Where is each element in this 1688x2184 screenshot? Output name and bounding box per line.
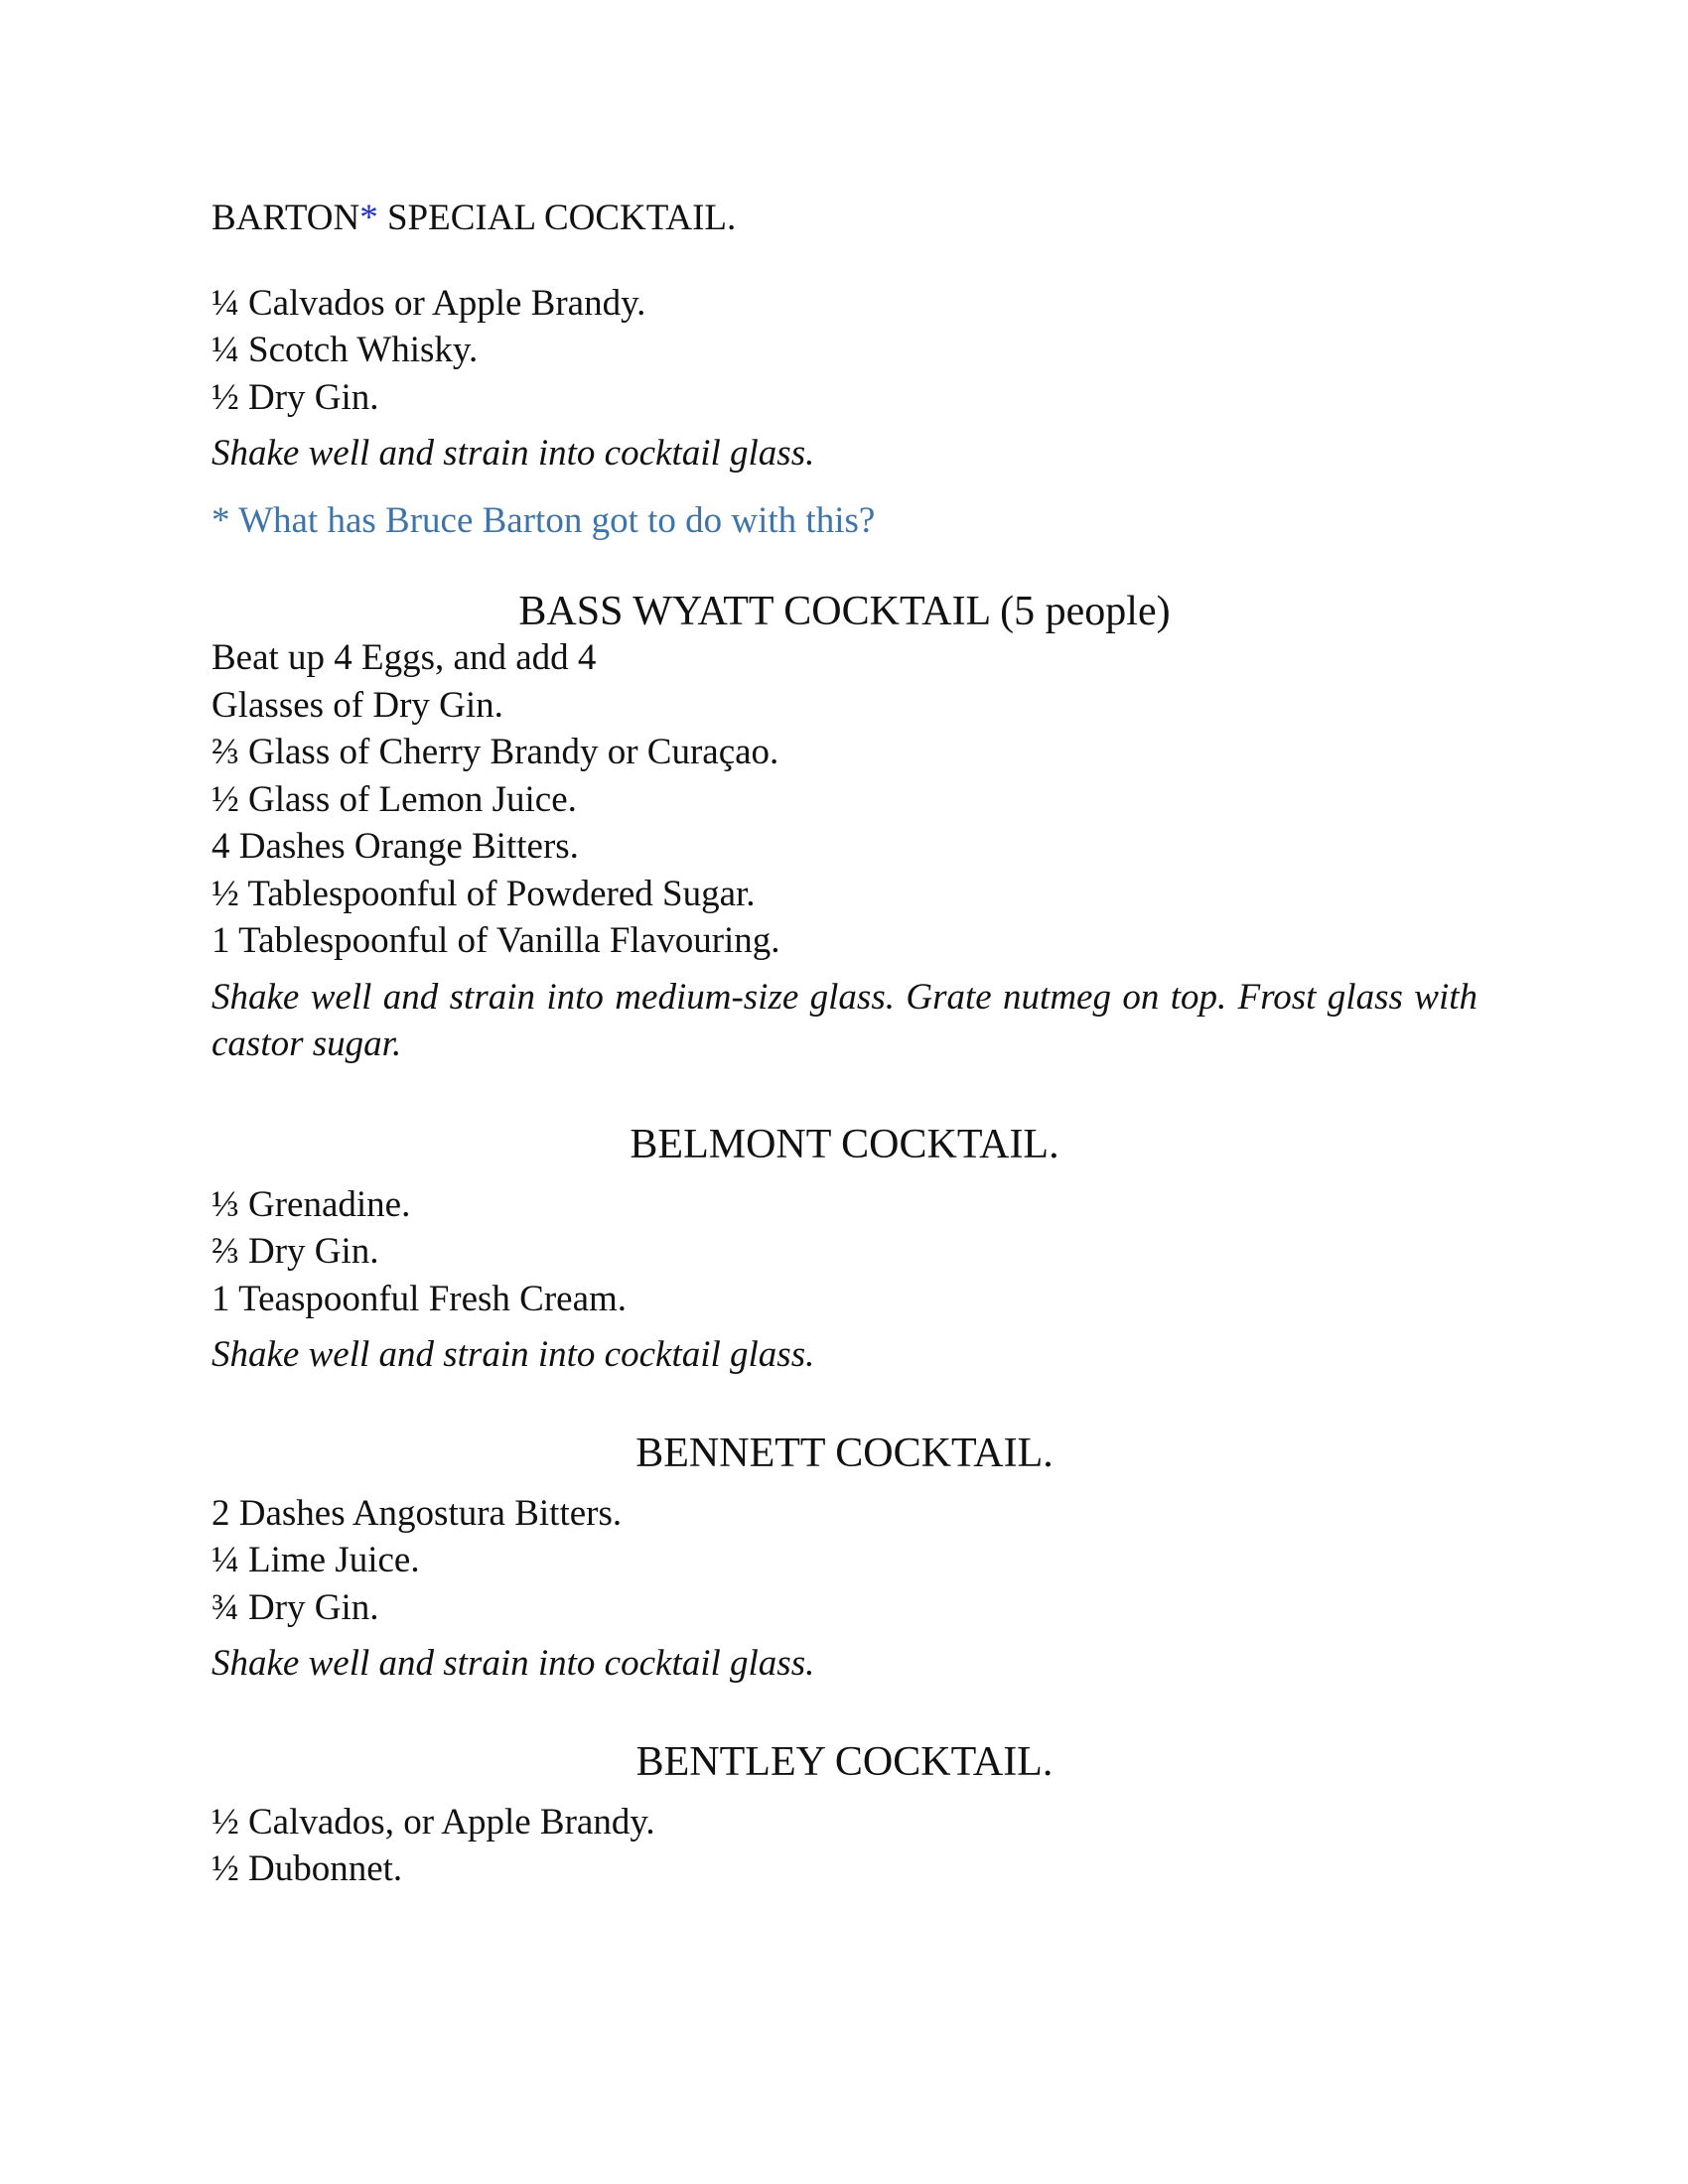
ingredient-line: ½ Glass of Lemon Juice. — [211, 778, 577, 820]
recipe-title-main: BARTON — [211, 198, 360, 238]
ingredient-list — [211, 1490, 1477, 1632]
recipe-belmont — [211, 1120, 1477, 1379]
ingredient-list — [211, 1181, 1477, 1323]
ingredient-line: ½ Dry Gin. — [211, 376, 379, 418]
ingredient-line: ⅔ Dry Gin. — [211, 1231, 379, 1272]
ingredient-line: ½ Tablespoonful of Powdered Sugar. — [211, 873, 756, 914]
recipe-bass-wyatt — [211, 587, 1477, 1068]
recipe-instruction: Shake well and strain into medium-size glass. Grate nutmeg on top. Frost glass with castor sugar. — [211, 976, 1477, 1064]
ingredient-line: 4 Dashes Orange Bitters. — [211, 826, 579, 867]
ingredient-line: ½ Calvados, or Apple Brandy. — [211, 1801, 655, 1843]
recipe-title: BENNETT COCKTAIL. — [635, 1430, 1054, 1476]
document-page — [211, 195, 1477, 1893]
ingredient-line: ½ Dubonnet. — [211, 1848, 403, 1889]
recipe-title-rest: SPECIAL COCKTAIL. — [377, 198, 737, 238]
ingredient-list — [211, 634, 1477, 965]
ingredient-line: ⅔ Glass of Cherry Brandy or Curaçao. — [211, 732, 779, 772]
ingredient-line: 1 Teaspoonful Fresh Cream. — [211, 1278, 628, 1319]
ingredient-line: ¾ Dry Gin. — [211, 1586, 379, 1628]
ingredient-list — [211, 1799, 1477, 1893]
ingredient-line: ¼ Calvados or Apple Brandy. — [211, 282, 646, 324]
footnote-marker: * — [359, 198, 378, 238]
recipe-title: BENTLEY COCKTAIL. — [635, 1738, 1054, 1785]
ingredient-list — [211, 280, 1477, 422]
recipe-bentley — [211, 1737, 1477, 1893]
recipe-title: BELMONT COCKTAIL. — [630, 1121, 1059, 1167]
ingredient-line: 2 Dashes Angostura Bitters. — [211, 1492, 623, 1534]
recipe-title: BASS WYATT COCKTAIL (5 people) — [518, 589, 1171, 634]
recipe-instruction: Shake well and strain into cocktail glass. — [211, 1334, 815, 1375]
ingredient-line: ¼ Lime Juice. — [211, 1540, 420, 1580]
ingredient-line: ⅓ Grenadine. — [211, 1183, 411, 1225]
recipe-title — [211, 195, 1477, 242]
recipe-bennett — [211, 1429, 1477, 1688]
recipe-barton-special — [211, 195, 1477, 544]
ingredient-line: Beat up 4 Eggs, and add 4 — [211, 637, 597, 678]
ingredient-line: ¼ Scotch Whisky. — [211, 330, 479, 370]
ingredient-line: Glasses of Dry Gin. — [211, 684, 503, 726]
recipe-instruction: Shake well and strain into cocktail glass. — [211, 1643, 815, 1684]
ingredient-line: 1 Tablespoonful of Vanilla Flavouring. — [211, 920, 780, 961]
recipe-instruction: Shake well and strain into cocktail glass. — [211, 433, 815, 474]
footnote-text: * What has Bruce Barton got to do with this? — [211, 499, 876, 541]
